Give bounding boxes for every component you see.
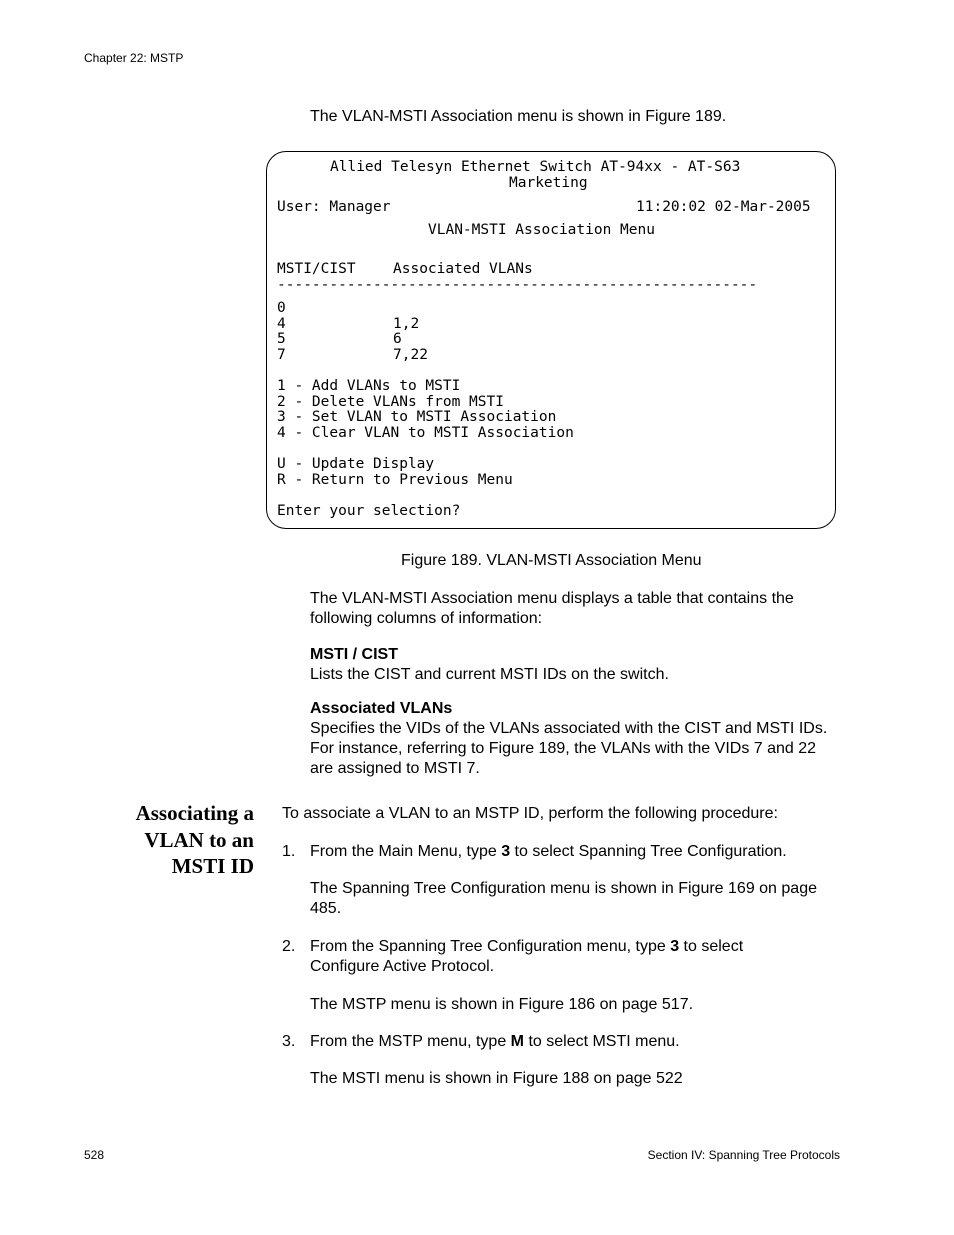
terminal-title-line2: Marketing [509, 175, 588, 191]
step-number: 2. [282, 938, 296, 955]
running-header: Chapter 22: MSTP [84, 51, 184, 65]
term-text-msti: Lists the CIST and current MSTI IDs on the switch. [310, 666, 669, 683]
figure-caption: Figure 189. VLAN-MSTI Association Menu [401, 552, 702, 569]
terminal-menu-title: VLAN-MSTI Association Menu [428, 222, 655, 238]
terminal-user: User: Manager [277, 199, 391, 215]
term-text-vlans: Specifies the VIDs of the VLANs associated with the CIST and MSTI IDs. For instance, referring to Figure 189, the VLANs with the VIDs 7 and 22 are assigned to MSTI 7. [310, 720, 828, 777]
step-number: 1. [282, 843, 296, 860]
section-heading [100, 800, 254, 880]
terminal-prompt: Enter your selection? [277, 503, 461, 519]
menu-option-set: 3 - Set VLAN to MSTI Association [277, 409, 557, 425]
section-heading-line: Associating a [135, 801, 254, 825]
table-row-vlans: 1,2 [393, 316, 420, 332]
menu-option-return: R - Return to Previous Menu [277, 472, 513, 488]
menu-option-add: 1 - Add VLANs to MSTI [277, 378, 461, 394]
menu-option-clear: 4 - Clear VLAN to MSTI Association [277, 425, 574, 441]
step-note: The Spanning Tree Configuration menu is shown in Figure 169 on page 485. [310, 880, 817, 917]
terminal-col-msti: MSTI/CIST [277, 261, 356, 277]
table-row-vlans: 6 [393, 331, 402, 347]
page-number: 528 [84, 1148, 105, 1162]
table-row-vlans: 7,22 [393, 347, 428, 363]
terminal-divider: ------------------------------------------------------- [277, 277, 758, 293]
table-row-msti: 0 [277, 300, 286, 316]
section-heading-line: MSTI ID [171, 854, 254, 878]
step-text: From the Spanning Tree Configuration menu, type 3 to select Configure Active Protocol. [310, 938, 744, 975]
step-note: The MSTI menu is shown in Figure 188 on page 522 [310, 1070, 683, 1087]
menu-option-update: U - Update Display [277, 456, 435, 472]
step-text: From the MSTP menu, type M to select MSTI menu. [310, 1033, 680, 1050]
term-label-vlans: Associated VLANs [310, 700, 453, 717]
table-row-msti: 7 [277, 347, 286, 363]
section-heading-line: VLAN to an [144, 827, 254, 852]
term-label-msti: MSTI / CIST [310, 646, 398, 663]
step-note: The MSTP menu is shown in Figure 186 on page 517. [310, 996, 694, 1013]
terminal-title-line1: Allied Telesyn Ethernet Switch AT-94xx - AT-S63 [330, 159, 741, 175]
terminal-col-vlans: Associated VLANs [393, 261, 533, 277]
table-row-msti: 5 [277, 331, 286, 347]
step-number: 3. [282, 1033, 296, 1050]
description-paragraph: The VLAN-MSTI Association menu displays a table that contains the following columns of information: [310, 590, 794, 627]
terminal-screen [266, 151, 836, 529]
intro-paragraph: The VLAN-MSTI Association menu is shown in Figure 189. [310, 108, 727, 125]
table-row-msti: 4 [277, 316, 286, 332]
procedure-intro: To associate a VLAN to an MSTP ID, perform the following procedure: [282, 805, 778, 822]
step-text: From the Main Menu, type 3 to select Spanning Tree Configuration. [310, 843, 787, 860]
terminal-datetime: 11:20:02 02-Mar-2005 [636, 199, 811, 215]
menu-option-delete: 2 - Delete VLANs from MSTI [277, 394, 504, 410]
running-footer: Section IV: Spanning Tree Protocols [647, 1148, 840, 1162]
